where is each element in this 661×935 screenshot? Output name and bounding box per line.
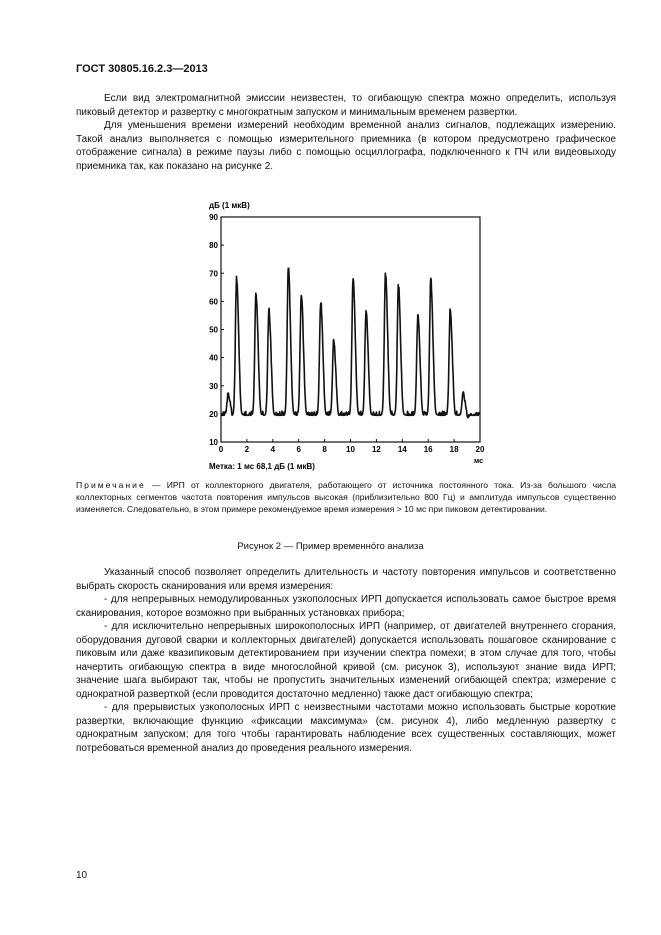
y-tick-label-90: 90 <box>209 213 218 222</box>
x-tick-label-0: 0 <box>218 445 224 454</box>
time-analysis-chart <box>195 196 495 476</box>
figure-caption: Рисунок 2 — Пример временно́го анализа <box>237 541 424 552</box>
document-header: ГОСТ 30805.16.2.3—2013 <box>76 63 208 75</box>
x-tick-label-20: 20 <box>475 445 485 454</box>
x-tick-label-4: 4 <box>270 445 276 454</box>
note-text: — ИРП от коллекторного двигателя, работающего от источника постоянного тока. Из-за большого числа коллекторных сегментов частота повторения импульсов высокая (приблизительно 800 Гц) и амплитуда импульсов существенно изменяется. Следовательно, в этом примере рекомендуемое время измерения > 10 мс при пиковом детектировании. <box>76 480 616 514</box>
body-item-1: - для непрерывных немодулированных узкополосных ИРП допускается использовать самое быстрое время сканирования, которое возможно при выбранных установках прибора; <box>76 594 616 619</box>
y-tick-label-50: 50 <box>209 325 218 335</box>
page-number: 10 <box>76 870 88 881</box>
x-tick-label-12: 12 <box>371 445 381 454</box>
body-item-3: - для прерывистых узкополосных ИРП с неизвестными частотами можно использовать быстрые короткие развертки, включающие функцию «фиксации максимума» (см. рисунок 4), либо медленную развертку с однократным запуском; для того чтобы гарантировать наблюдение всех существенных составляющих, может потребоваться временной анализ до проведения реального измерения. <box>76 702 616 754</box>
x-tick-label-16: 16 <box>423 445 433 454</box>
x-tick-label-18: 18 <box>449 445 459 454</box>
x-tick-label-14: 14 <box>397 445 407 454</box>
y-tick-label-30: 30 <box>209 381 218 391</box>
y-tick-label-80: 80 <box>209 241 218 251</box>
x-tick-label-10: 10 <box>346 445 355 454</box>
signal-trace <box>221 268 480 417</box>
y-tick-label-10: 10 <box>209 438 218 447</box>
note-label: Примечание <box>76 480 146 490</box>
x-tick-label-8: 8 <box>322 445 327 454</box>
marker-readout: Метка: 1 мс 68,1 дБ (1 мкВ) <box>209 462 315 471</box>
intro-text <box>76 92 616 173</box>
intro-paragraph-2: Для уменьшения времени измерений необходим временной анализ сигналов, подлежащих измерению. Такой анализ выполняется с помощью измерительного приемника (в котором предусмотрено графическое отображение сигнала) в режиме паузы либо с помощью осциллографа, подключенного к ПЧ или видеовыходу приемника так, как показано на рисунке 2. <box>76 120 616 172</box>
body-paragraph-1: Указанный способ позволяет определить длительность и частоту повторения импульсов и соответственно выбрать скорость сканирования или время измерения: <box>76 567 616 592</box>
x-tick-label-2: 2 <box>244 445 250 454</box>
figure-note <box>76 479 616 515</box>
y-tick-label-70: 70 <box>209 269 218 279</box>
x-tick-label-6: 6 <box>296 445 301 454</box>
y-tick-label-60: 60 <box>209 297 218 307</box>
body-text <box>76 566 616 755</box>
x-axis-unit: мс <box>474 458 483 465</box>
body-item-2: - для исключительно непрерывных широкополосных ИРП (например, от двигателей внутреннего сгорания, оборудования дуговой сварки и коллекторных двигателей) допускается использовать пошаговое сканирование с пиковым или даже квазипиковым детектированием при изучении спектра помехи; в этом случае для того, чтобы начертить огибающую спектра в виде многослойной кривой (см. рисунок 3), используют знание вида ИРП; значение шага выбирают так, чтобы не пропустить значительных изменений огибающей спектра; измерение с однократной разверткой (если проводится достаточно медленно) также даст огибающую спектра; <box>76 621 616 700</box>
y-axis-label: дБ (1 мкВ) <box>209 201 250 210</box>
y-tick-labels <box>209 213 224 447</box>
y-tick-label-40: 40 <box>209 353 218 363</box>
intro-paragraph-1: Если вид электромагнитной эмиссии неизвестен, то огибающую спектра можно определить, используя пиковый детектор и развертку с многократным запуском и минимальным временем развертки. <box>76 93 616 118</box>
x-tick-labels <box>219 439 485 454</box>
y-tick-label-20: 20 <box>209 409 218 419</box>
